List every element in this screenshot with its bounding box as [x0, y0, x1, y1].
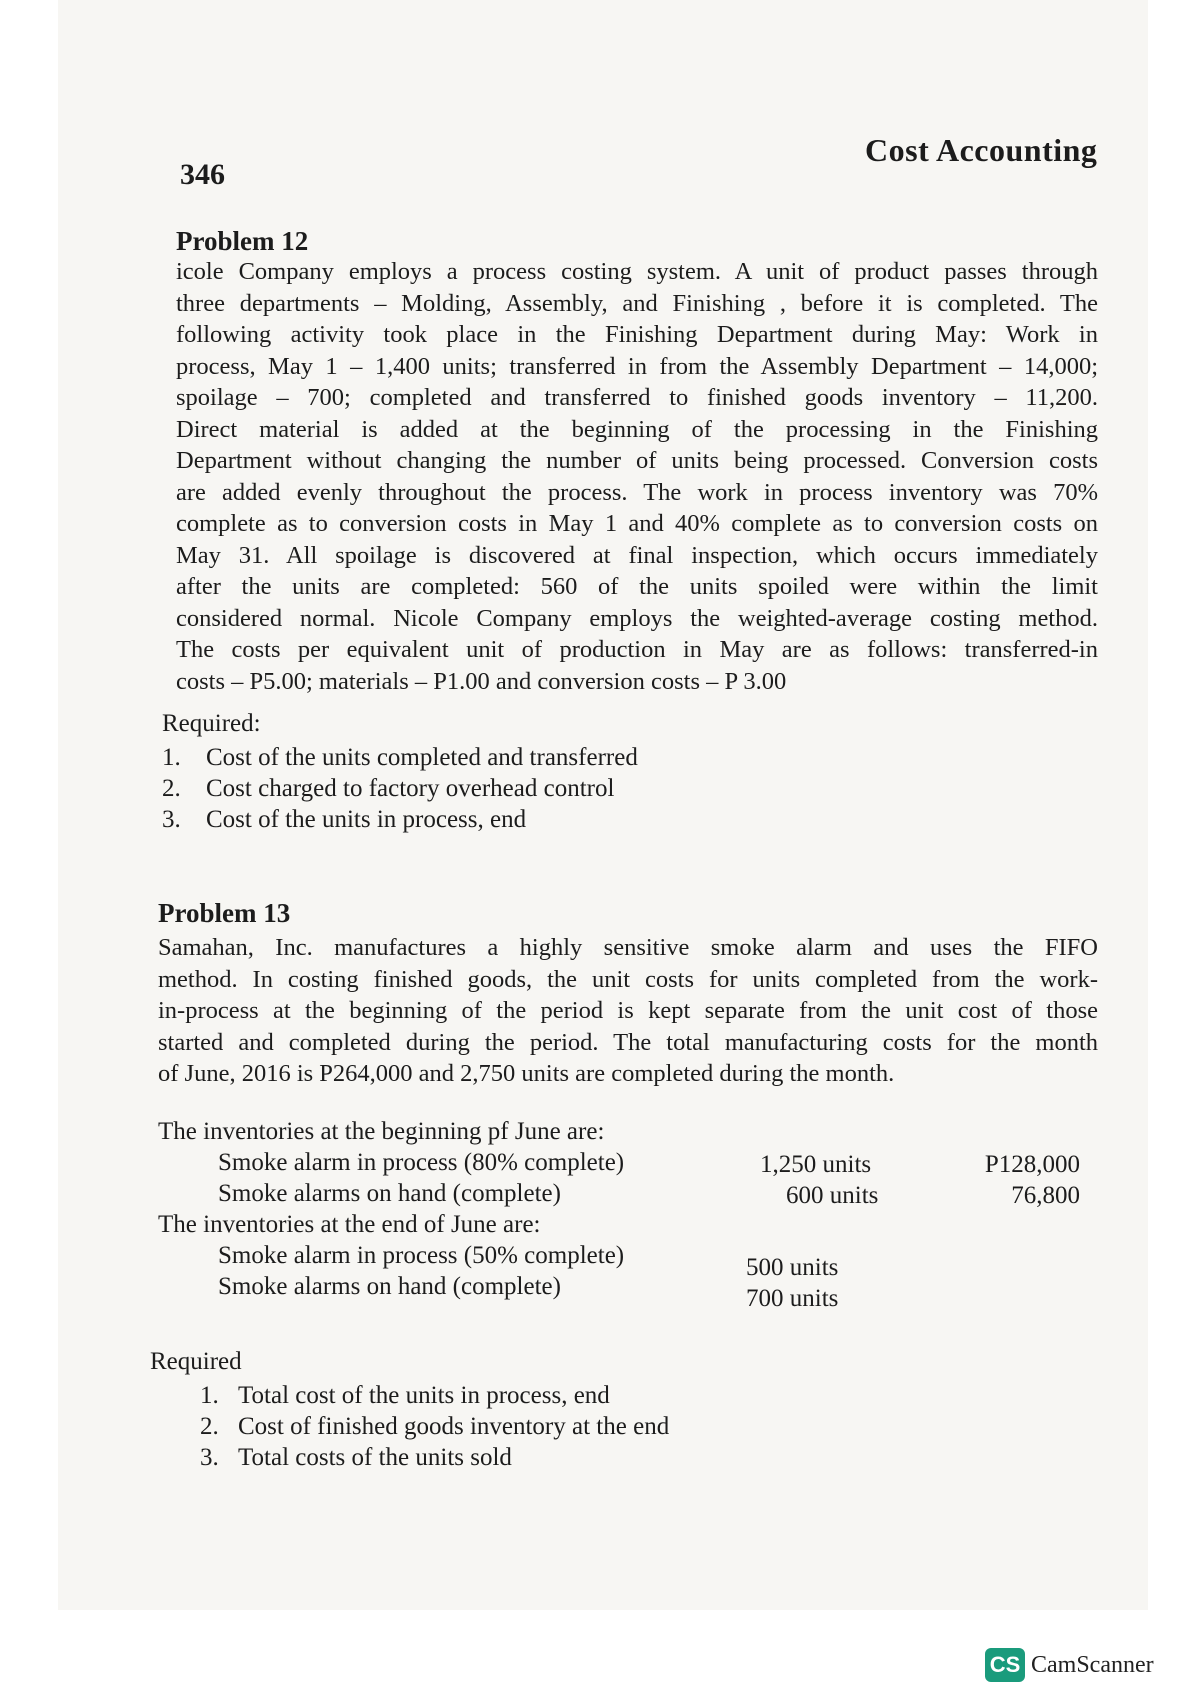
- required-item: 2. Cost of finished goods inventory at the end: [200, 1413, 670, 1440]
- required-item: 1. Cost of the units completed and transferred: [162, 744, 638, 771]
- inventory-row: Smoke alarm in process (50% complete) 500 units: [218, 1242, 839, 1281]
- required-item: 3. Cost of the units in process, end: [162, 806, 527, 833]
- inventory-row: Smoke alarms on hand (complete) 600 units 76,800: [218, 1180, 1080, 1209]
- problem-13-required-label: Required: [150, 1348, 242, 1375]
- text-line: considered normal. Nicole Company employs the weighted-average costing method.: [176, 604, 1098, 632]
- problem-12-required-label: Required:: [162, 710, 261, 737]
- inventories-end-heading: The inventories at the end of June are:: [158, 1211, 541, 1238]
- required-item: 2. Cost charged to factory overhead control: [162, 775, 615, 802]
- text-line: costs – P5.00; materials – P1.00 and conversion costs – P 3.00: [176, 667, 787, 695]
- inventories-block: [158, 1118, 1098, 1312]
- running-head: Cost Accounting: [865, 132, 1098, 168]
- text-line: Samahan, Inc. manufactures a highly sensitive smoke alarm and uses the FIFO: [158, 934, 1098, 961]
- text-line: complete as to conversion costs in May 1 and 40% complete as to conversion costs on: [176, 510, 1098, 537]
- page-number: 346: [180, 158, 225, 191]
- problem-13-title: Problem 13: [158, 898, 291, 928]
- text-line: Direct material is added at the beginning of the processing in the Finishing: [176, 415, 1098, 443]
- inventory-row: Smoke alarm in process (80% complete) 1,250 units P128,000: [218, 1149, 1080, 1178]
- text-line: after the units are completed: 560 of the units spoiled were within the limit: [176, 573, 1098, 600]
- required-item: 3. Total costs of the units sold: [200, 1444, 512, 1471]
- text-line: icole Company employs a process costing system. A unit of product passes through: [176, 258, 1098, 285]
- problem-12-title: Problem 12: [176, 226, 309, 256]
- text-line: following activity took place in the Finishing Department during May: Work in: [176, 321, 1098, 348]
- text-line: spoilage – 700; completed and transferred to finished goods inventory – 11,200.: [176, 384, 1098, 411]
- text-line: of June, 2016 is P264,000 and 2,750 units are completed during the month.: [158, 1060, 895, 1087]
- text-line: May 31. All spoilage is discovered at final inspection, which occurs immediately: [176, 541, 1098, 569]
- problem-13-required-list: [200, 1380, 669, 1473]
- text-line: The costs per equivalent unit of production in May are as follows: transferred-in: [176, 636, 1098, 663]
- problem-12-text: [176, 256, 1098, 697]
- text-line: method. In costing finished goods, the unit costs for units completed from the work-: [158, 965, 1098, 993]
- text-line: in-process at the beginning of the period is kept separate from the unit cost of those: [158, 997, 1098, 1024]
- text-line: Department without changing the number of units being processed. Conversion costs: [176, 447, 1098, 474]
- problem-12-required-list: [162, 742, 638, 835]
- required-item: 1. Total cost of the units in process, end: [200, 1382, 610, 1409]
- problem-13-text: [158, 932, 1098, 1090]
- text-line: three departments – Molding, Assembly, and Finishing , before it is completed. The: [176, 289, 1098, 317]
- inventory-row: Smoke alarms on hand (complete) 700 units: [218, 1273, 839, 1312]
- text-line: are added evenly throughout the process. The work in process inventory was 70%: [176, 478, 1098, 506]
- inventories-beginning-heading: The inventories at the beginning pf June are:: [158, 1118, 605, 1145]
- text-line: started and completed during the period. The total manufacturing costs for the month: [158, 1028, 1098, 1056]
- camscanner-watermark: [985, 1648, 1154, 1682]
- camscanner-text: CamScanner: [1031, 1651, 1154, 1678]
- camscanner-logo-icon: CS: [985, 1648, 1025, 1682]
- text-line: process, May 1 – 1,400 units; transferred in from the Assembly Department – 14,000;: [176, 352, 1098, 380]
